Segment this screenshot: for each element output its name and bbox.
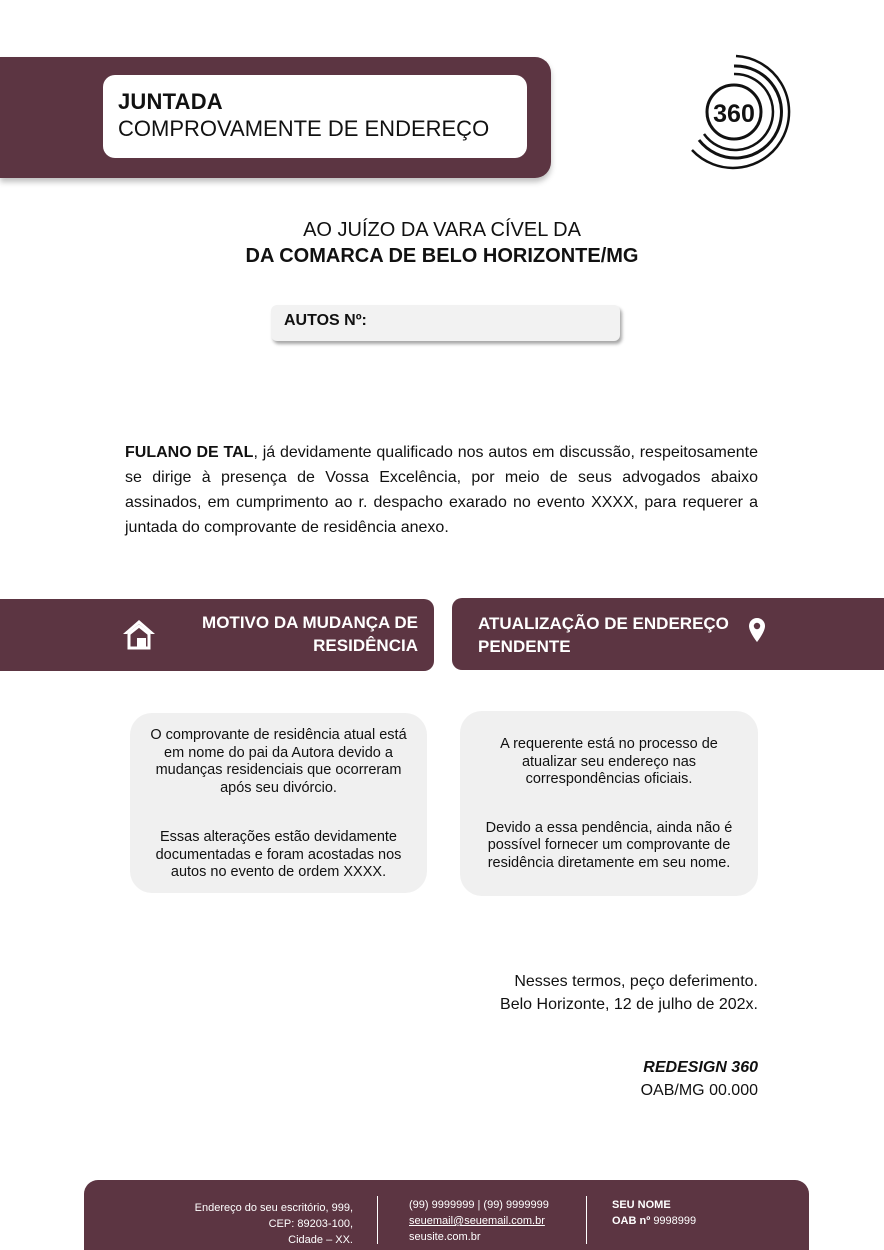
home-icon: [122, 618, 156, 650]
card-left-para-2: Essas alterações estão devidamente documentadas e foram acostadas nos autos no evento de ordem XXXX.: [155, 829, 402, 880]
footer-name: SEU NOME: [612, 1199, 671, 1211]
document-title: JUNTADA: [118, 89, 223, 114]
signature-oab: OAB/MG 00.000: [640, 1082, 758, 1099]
section-title-right-line2: PENDENTE: [478, 637, 571, 656]
footer-address-line2: CEP: 89203-100,: [268, 1218, 353, 1230]
section-title-right-line1: ATUALIZAÇÃO DE ENDEREÇO: [478, 614, 729, 633]
footer-site-link[interactable]: seusite.com.br: [409, 1231, 481, 1243]
closing-block: [500, 970, 758, 1016]
logo-360-icon: [686, 52, 794, 172]
footer-lawyer: [612, 1197, 696, 1229]
footer-address-line3: Cidade – XX.: [288, 1234, 353, 1246]
section-title-left-line2: RESIDÊNCIA: [313, 636, 418, 655]
footer-address: [133, 1200, 353, 1248]
logo-text: 360: [713, 100, 755, 128]
card-left-para-1: O comprovante de residência atual está em nome do pai da Autora devido a mudanças residenciais que ocorreram após seu divórcio.: [150, 727, 407, 796]
footer-divider: [586, 1196, 587, 1244]
map-pin-icon: [748, 617, 766, 643]
footer-oab-label: OAB nº: [612, 1215, 651, 1227]
signature-block: [641, 1056, 758, 1102]
card-right-para-2: Devido a essa pendência, ainda não é possível fornecer um comprovante de residência diretamente em seu nome.: [485, 819, 733, 871]
footer-oab-number: 9998999: [653, 1215, 697, 1227]
footer-email-link[interactable]: seuemail@seuemail.com.br: [409, 1215, 545, 1227]
section-title-left-line1: MOTIVO DA MUDANÇA DE: [202, 613, 418, 632]
court-line-2: DA COMARCA DE BELO HORIZONTE/MG: [245, 245, 639, 267]
closing-line-1: Nesses termos, peço deferimento.: [514, 973, 758, 990]
court-line-1: AO JUÍZO DA VARA CÍVEL DA: [303, 219, 581, 241]
autos-field: [271, 305, 620, 341]
footer-address-line1: Endereço do seu escritório, 999,: [194, 1202, 353, 1214]
closing-line-2: Belo Horizonte, 12 de julho de 202x.: [500, 996, 758, 1013]
section-bar-left: [0, 599, 434, 671]
info-card-right: [460, 711, 758, 896]
signature-name: REDESIGN 360: [643, 1059, 758, 1076]
section-title-left: [202, 611, 418, 657]
document-subtitle: COMPROVAMENTE DE ENDEREÇO: [118, 116, 490, 141]
footer-phones: (99) 9999999 | (99) 9999999: [409, 1199, 549, 1211]
footer-contact: [409, 1197, 549, 1245]
info-card-left: [130, 713, 427, 893]
card-right-para-1: A requerente está no processo de atualizar seu endereço nas correspondências oficiais.: [500, 736, 718, 787]
body-paragraph: [125, 440, 758, 540]
autos-label: AUTOS Nº:: [284, 312, 367, 329]
section-bar-right: [452, 598, 884, 670]
footer-divider: [377, 1196, 378, 1244]
section-title-right: [478, 612, 729, 658]
party-name: FULANO DE TAL: [125, 444, 254, 461]
body-text: , já devidamente qualificado nos autos em discussão, respeitosamente se dirige à presença de Vossa Excelência, por meio de seus advogados abaixo assinados, em cumprimento ao r. despacho exarado no evento XXXX, para requerer a juntada do comprovante de residência anexo.: [125, 444, 759, 536]
footer: [84, 1180, 809, 1250]
header-card: [103, 75, 527, 158]
